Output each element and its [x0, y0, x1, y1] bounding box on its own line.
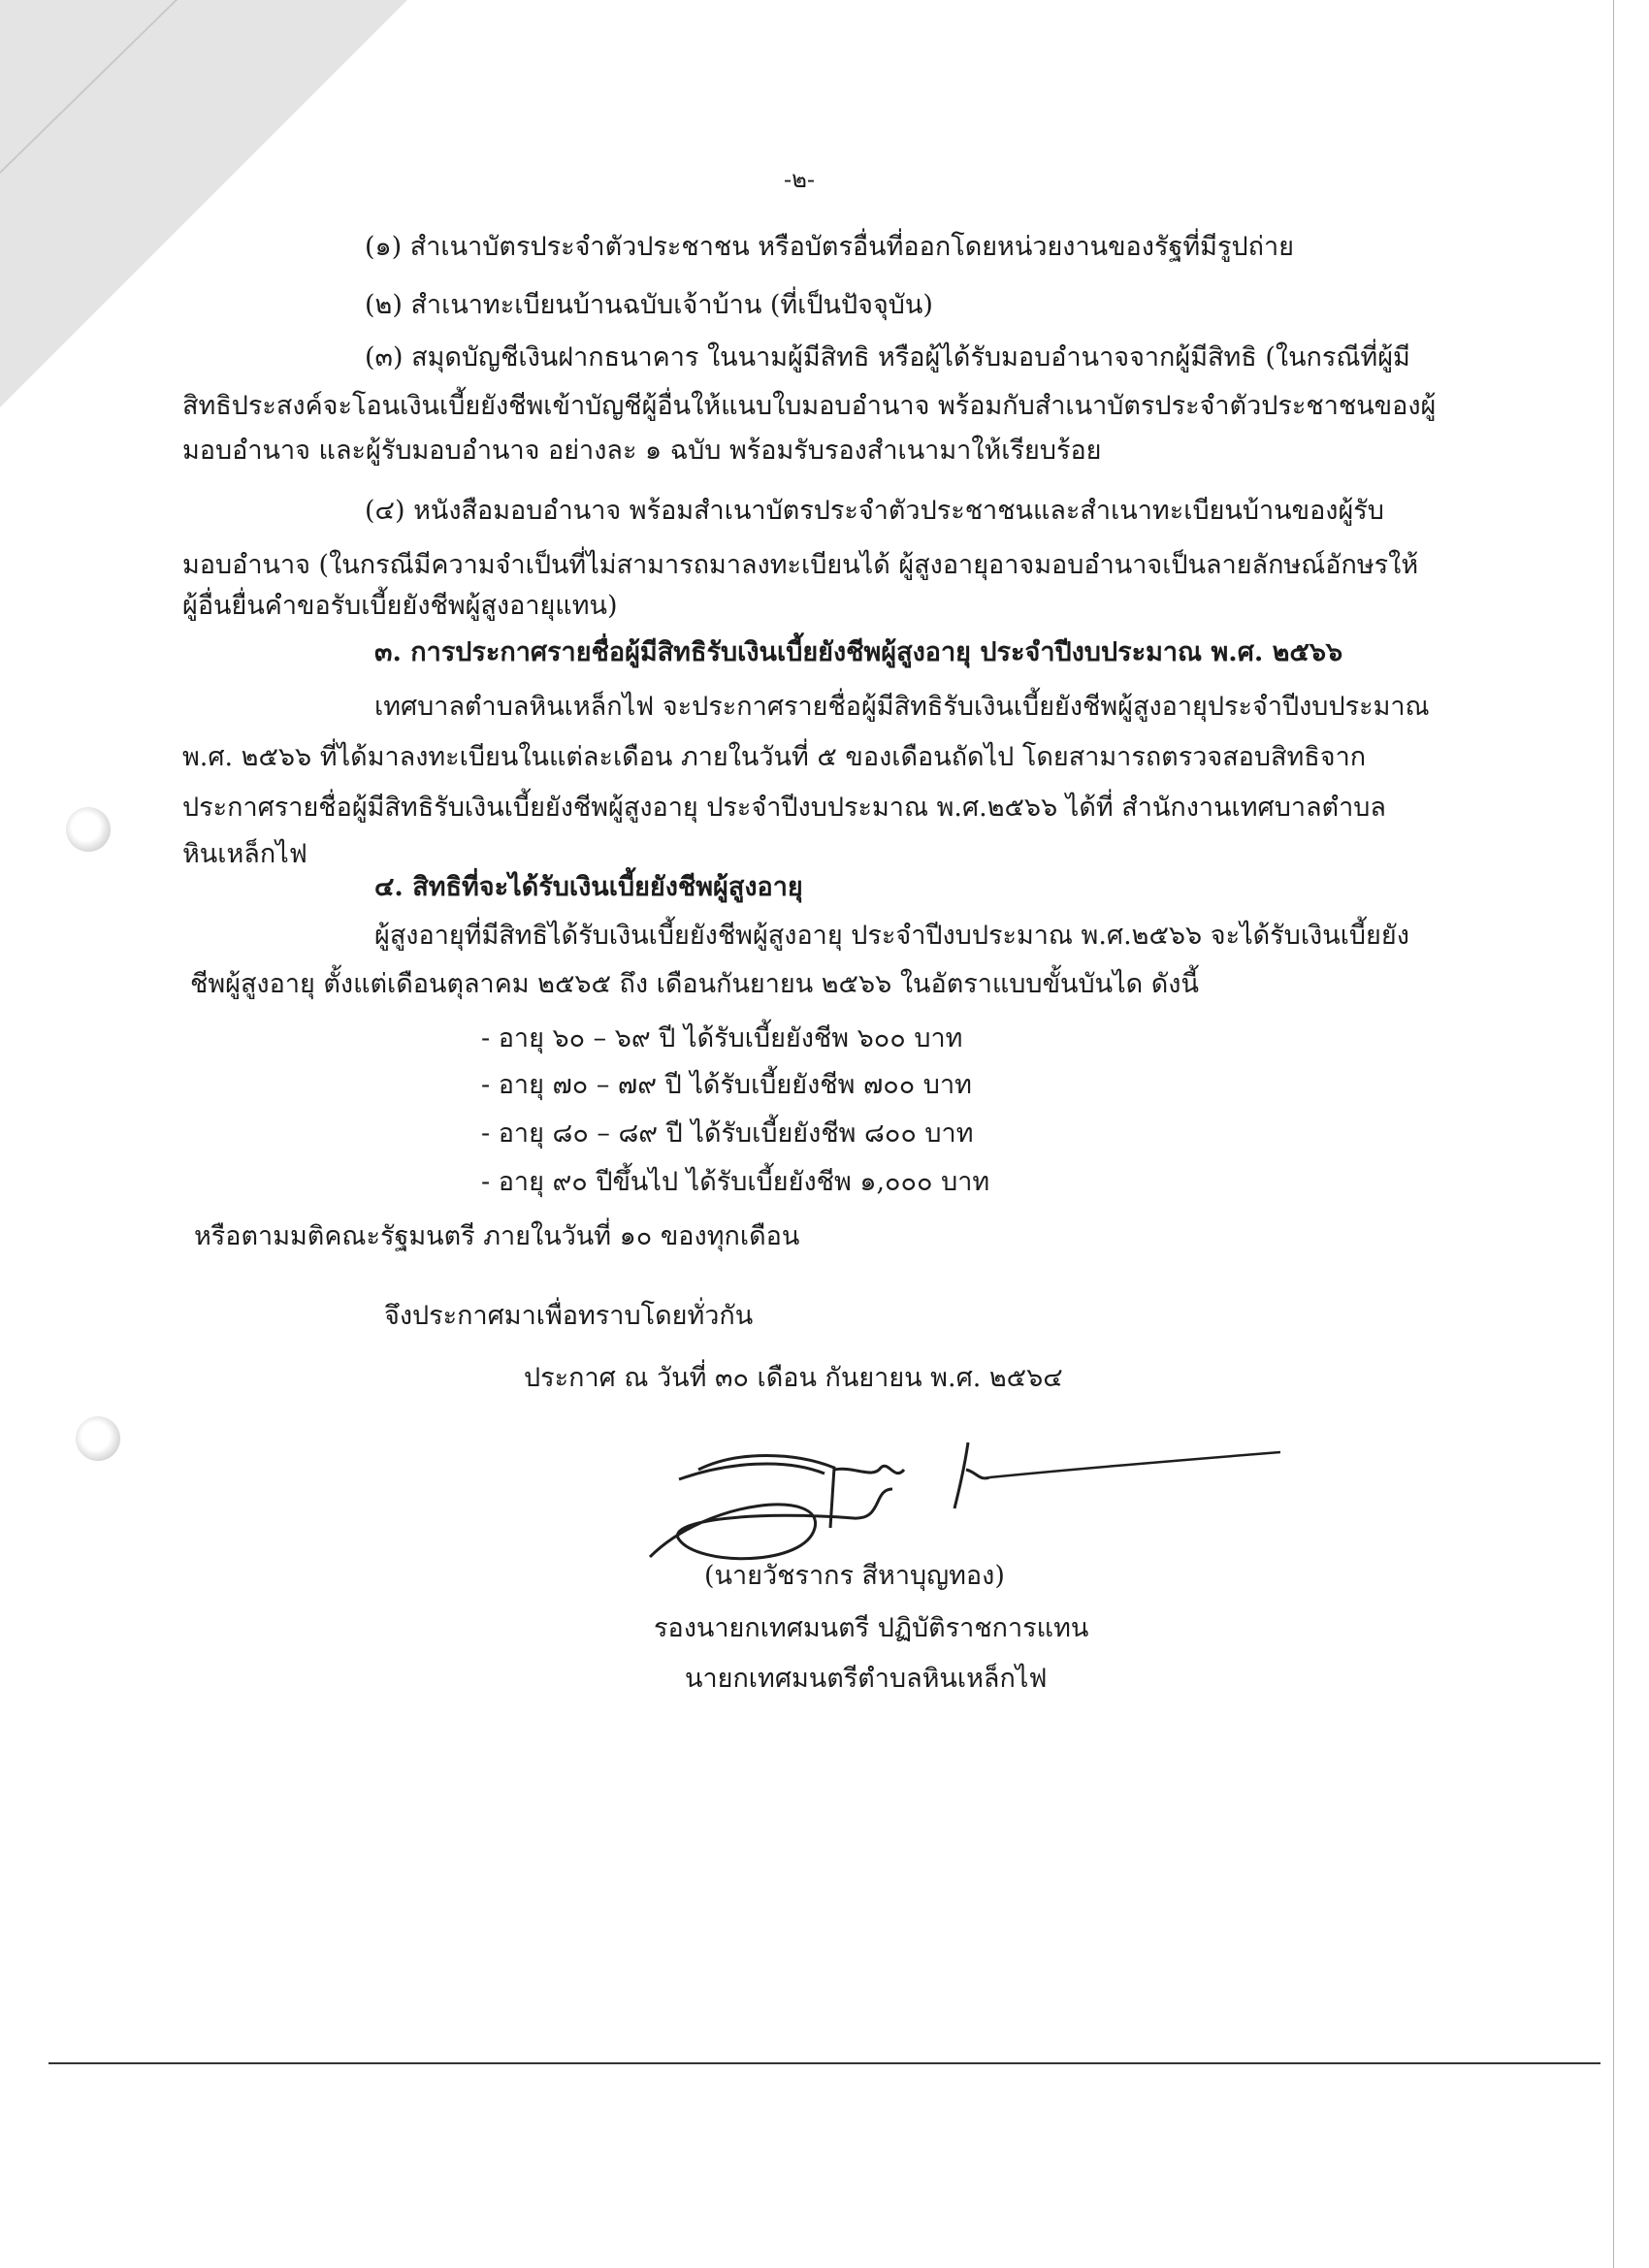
rate-item-90-plus: - อายุ ๙๐ ปีขึ้นไป ได้รับเบี้ยยังชีพ ๑,๐๐๐ บาท: [481, 1167, 990, 1197]
signer-position-2: นายกเทศมนตรีตำบลหินเหล็กไฟ: [685, 1664, 1048, 1694]
document-item-3-line-1: (๓) สมุดบัญชีเงินฝากธนาคาร ในนามผู้มีสิทธิ หรือผู้ได้รับมอบอำนาจจากผู้มีสิทธิ (ในกรณีที่ผู้มี: [365, 342, 1410, 373]
section-4-footer: หรือตามมติคณะรัฐมนตรี ภายในวันที่ ๑๐ ของทุกเดือน: [194, 1221, 800, 1251]
document-item-4-line-3: ผู้อื่นยื่นคำขอรับเบี้ยยังชีพผู้สูงอายุแทน): [182, 591, 618, 621]
rate-item-70-79: - อายุ ๗๐ – ๗๙ ปี ได้รับเบี้ยยังชีพ ๗๐๐ บาท: [481, 1070, 972, 1100]
section-4-heading: ๔. สิทธิที่จะได้รับเงินเบี้ยยังชีพผู้สูงอายุ: [374, 872, 803, 902]
punch-hole-top: [66, 807, 111, 852]
document-item-4-line-2: มอบอำนาจ (ในกรณีมีความจำเป็นที่ไม่สามารถมาลงทะเบียนได้ ผู้สูงอายุอาจมอบอำนาจเป็นลายลักษณ์อักษรให้: [182, 550, 1419, 580]
page-edge: [1613, 0, 1614, 2268]
bottom-divider: [48, 2062, 1600, 2064]
document-item-3-line-2: สิทธิประสงค์จะโอนเงินเบี้ยยังชีพเข้าบัญชีผู้อื่นให้แนบใบมอบอำนาจ พร้อมกับสำเนาบัตรประจำตัวประชาชนของผู้: [182, 391, 1437, 421]
section-3-line-4: หินเหล็กไฟ: [182, 839, 307, 869]
section-3-line-3: ประกาศรายชื่อผู้มีสิทธิรับเงินเบี้ยยังชีพผู้สูงอายุ ประจำปีงบประมาณ พ.ศ.๒๕๖๖ ได้ที่ สำนักงานเทศบาลตำบล: [182, 793, 1386, 823]
document-item-3-line-3: มอบอำนาจ และผู้รับมอบอำนาจ อย่างละ ๑ ฉบับ พร้อมรับรองสำเนามาให้เรียบร้อย: [182, 436, 1102, 466]
punch-hole-bottom: [76, 1416, 120, 1461]
section-3-heading: ๓. การประกาศรายชื่อผู้มีสิทธิรับเงินเบี้ยยังชีพผู้สูงอายุ ประจำปีงบประมาณ พ.ศ. ๒๕๖๖: [374, 637, 1343, 667]
signer-position-1: รองนายกเทศมนตรี ปฏิบัติราชการแทน: [654, 1613, 1089, 1643]
announcement-date: ประกาศ ณ วันที่ ๓๐ เดือน กันยายน พ.ศ. ๒๕๖๔: [524, 1363, 1063, 1393]
section-4-line-1: ผู้สูงอายุที่มีสิทธิได้รับเงินเบี้ยยังชีพผู้สูงอายุ ประจำปีงบประมาณ พ.ศ.๒๕๖๖ จะได้รับเงินเบี้ยยัง: [374, 921, 1409, 951]
document-item-1: (๑) สำเนาบัตรประจำตัวประชาชน หรือบัตรอื่นที่ออกโดยหน่วยงานของรัฐที่มีรูปถ่าย: [365, 232, 1294, 262]
section-4-line-2: ชีพผู้สูงอายุ ตั้งแต่เดือนตุลาคม ๒๕๖๕ ถึง เดือนกันยายน ๒๕๖๖ ในอัตราแบบขั้นบันได ดังนี้: [190, 969, 1199, 999]
rate-item-60-69: - อายุ ๖๐ – ๖๙ ปี ได้รับเบี้ยยังชีพ ๖๐๐ บาท: [481, 1023, 963, 1053]
closing-statement: จึงประกาศมาเพื่อทราบโดยทั่วกัน: [384, 1301, 754, 1331]
section-3-line-1: เทศบาลตำบลหินเหล็กไฟ จะประกาศรายชื่อผู้มีสิทธิรับเงินเบี้ยยังชีพผู้สูงอายุประจำปีงบประมาณ: [374, 692, 1430, 722]
document-item-4-line-1: (๔) หนังสือมอบอำนาจ พร้อมสำเนาบัตรประจำตัวประชาชนและสำเนาทะเบียนบ้านของผู้รับ: [365, 496, 1384, 526]
handwritten-signature: [640, 1431, 1280, 1576]
section-3-line-2: พ.ศ. ๒๕๖๖ ที่ได้มาลงทะเบียนในแต่ละเดือน ภายในวันที่ ๕ ของเดือนถัดไป โดยสามารถตรวจสอบสิทธิจาก: [182, 742, 1367, 772]
folded-corner: [0, 0, 407, 407]
document-item-2: (๒) สำเนาทะเบียนบ้านฉบับเจ้าบ้าน (ที่เป็นปัจจุบัน): [365, 290, 933, 320]
signer-name: (นายวัชรากร สีหาบุญทอง): [704, 1561, 1005, 1591]
rate-item-80-89: - อายุ ๘๐ – ๘๙ ปี ได้รับเบี้ยยังชีพ ๘๐๐ บาท: [481, 1118, 974, 1149]
page-number: -๒-: [784, 166, 816, 193]
